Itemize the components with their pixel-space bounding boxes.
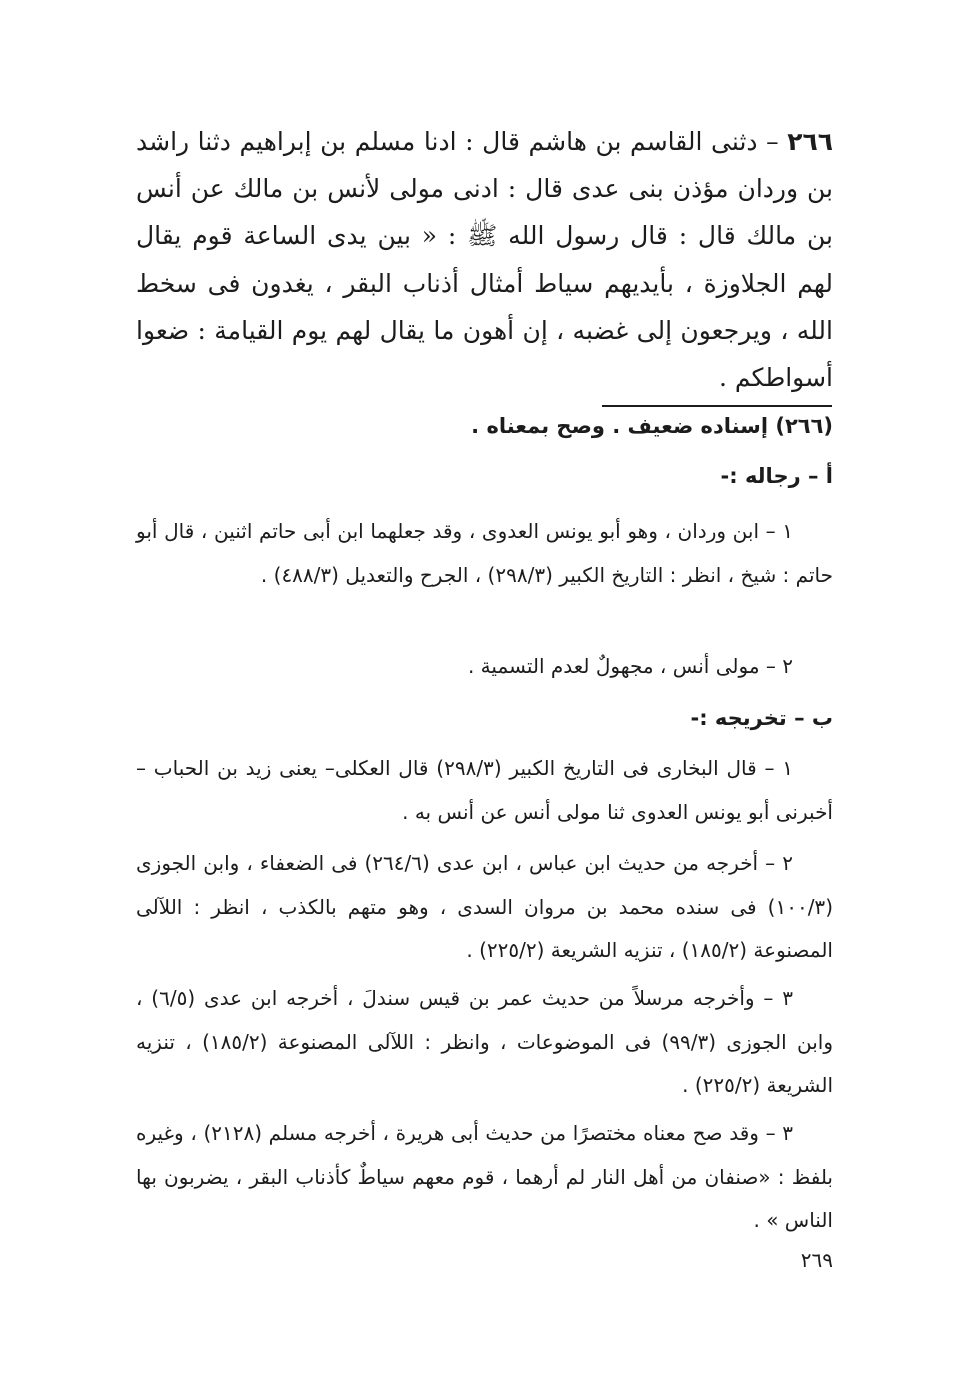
section-b-item-2 bbox=[136, 842, 833, 973]
section-b-item-3-text: ٣ – وأخرجه مرسلاً من حديث عمر بن قيس سندلَ ، أخرجه ابن عدى (٦/٥) ، وابن الجوزى (٩٩/٣) فى الموضوعات ، وانظر : اللآلى المصنوعة (١٨٥/٢) ، تنزيه الشريعة (٢٢٥/٢) . bbox=[136, 986, 833, 1097]
section-b-item-4 bbox=[136, 1112, 833, 1243]
hadith-number: ٢٦٦ bbox=[787, 127, 833, 156]
footnote-heading: (٢٦٦) إسناده ضعيف . وصح بمعناه . bbox=[471, 414, 833, 438]
section-a-item-2 bbox=[136, 645, 833, 689]
hadith-text bbox=[136, 118, 833, 401]
section-b-item-2-text: ٢ – أخرجه من حديث ابن عباس ، ابن عدى (٢٦٤/٦) فى الضعفاء ، وابن الجوزى (١٠٠/٣) فى سنده محمد بن مروان السدى ، وهو متهم بالكذب ، انظر : اللآلى المصنوعة (١٨٥/٢) ، تنزيه الشريعة (٢٢٥/٢) . bbox=[136, 851, 833, 962]
section-a-item-2-text: ٢ – مولى أنس ، مجهولٌ لعدم التسمية . bbox=[467, 654, 793, 678]
section-b-item-1-text: ١ – قال البخارى فى التاريخ الكبير (٢٩٨/٣) قال العكلى– يعنى زيد بن الحباب – أخبرنى أبو يونس العدوى ثنا مولى أنس عن أنس به . bbox=[136, 756, 833, 824]
page-number: ٢٦٩ bbox=[800, 1248, 833, 1272]
section-b-item-4-text: ٣ – وقد صح معناه مختصرًا من حديث أبى هريرة ، أخرجه مسلم (٢١٢٨) ، وغيره بلفظ : «صنفان من أهل النار لم أرهما ، قوم معهم سياطٌ كأذناب البقر ، يضربون بها الناس » . bbox=[136, 1121, 833, 1232]
section-b-title: ب – تخريجه :- bbox=[690, 706, 833, 730]
section-a-title: أ – رجاله :- bbox=[720, 464, 833, 488]
section-a-item-1 bbox=[136, 510, 833, 597]
footnote-separator bbox=[602, 405, 832, 407]
section-b-item-3 bbox=[136, 977, 833, 1108]
hadith-body: – دثنى القاسم بن هاشم قال : ادنا مسلم بن إبراهيم دثنا راشد بن وردان مؤذن بنى عدى قال : ادنى مولى لأنس بن مالك عن أنس بن مالك قال : قال رسول الله ﷺ : « بين يدى الساعة قوم يقال لهم الجلاوزة ، بأيديهم سياط أمثال أذناب البقر ، يغدون فى سخط الله ، ويرجعون إلى غضبه ، إن أهون ما يقال لهم يوم القيامة : ضعوا أسواطكم . bbox=[136, 127, 833, 393]
section-b-item-1 bbox=[136, 747, 833, 834]
section-a-item-1-text: ١ – ابن وردان ، وهو أبو يونس العدوى ، وقد جعلهما ابن أبى حاتم اثنين ، قال أبو حاتم : شيخ ، انظر : التاريخ الكبير (٢٩٨/٣) ، الجرح والتعديل (٤٨٨/٣) . bbox=[136, 519, 833, 587]
